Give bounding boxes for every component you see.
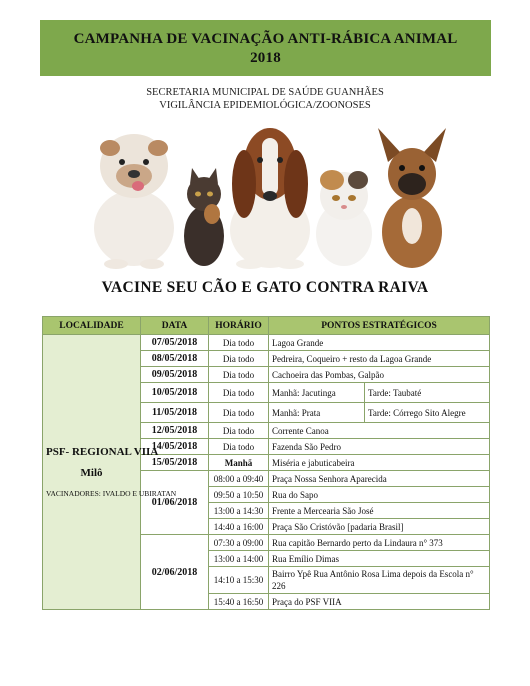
bulldog-figure xyxy=(94,134,174,269)
time-cell: Dia todo xyxy=(209,423,269,439)
org-name: SECRETARIA MUNICIPAL DE SAÚDE GUANHÃES xyxy=(146,87,384,98)
date-cell: 02/06/2018 xyxy=(141,535,209,610)
point-cell: Miséria e jabuticabeira xyxy=(269,455,490,471)
time-cell: 14:40 a 16:00 xyxy=(209,519,269,535)
date-cell: 12/05/2018 xyxy=(141,423,209,439)
point-cell: Fazenda São Pedro xyxy=(269,439,490,455)
vaccination-schedule-table xyxy=(42,316,490,610)
org-department: VIGILÂNCIA EPIDEMIOLÓGICA/ZOONOSES xyxy=(159,100,371,111)
time-cell: Dia todo xyxy=(209,439,269,455)
time-cell: 09:50 a 10:50 xyxy=(209,487,269,503)
point-cell: Praça Nossa Senhora Aparecida xyxy=(269,471,490,487)
date-cell: 09/05/2018 xyxy=(141,367,209,383)
time-cell: 14:10 a 15:30 xyxy=(209,567,269,594)
point-cell: Praça do PSF VIIA xyxy=(269,594,490,610)
time-cell: 13:00 a 14:00 xyxy=(209,551,269,567)
point-cell: Rua do Sapo xyxy=(269,487,490,503)
time-cell: Dia todo xyxy=(209,335,269,351)
persian-cat-figure xyxy=(316,170,372,266)
date-cell: 15/05/2018 xyxy=(141,455,209,471)
locality-city: Milô xyxy=(80,467,103,479)
time-cell: Dia todo xyxy=(209,383,269,403)
point-cell: Cachoeira das Pombas, Galpão xyxy=(269,367,490,383)
locality-vaccinators: VACINADORES: IVALDO E UBIRATAN xyxy=(46,489,177,498)
point-cell: Pedreira, Coqueiro + resto da Lagoa Grande xyxy=(269,351,490,367)
point-cell-afternoon: Tarde: Taubaté xyxy=(365,383,490,403)
date-cell: 14/05/2018 xyxy=(141,439,209,455)
date-cell: 08/05/2018 xyxy=(141,351,209,367)
point-cell: Rua capitão Bernardo perto da Lindaura n° 373 xyxy=(269,535,490,551)
time-cell: Dia todo xyxy=(209,351,269,367)
basset-hound-figure xyxy=(230,128,310,269)
table-header-row xyxy=(43,317,490,335)
kitten-figure xyxy=(184,168,224,266)
point-cell: Lagoa Grande xyxy=(269,335,490,351)
french-bulldog-figure xyxy=(378,128,446,268)
header-time: HORÁRIO xyxy=(209,317,269,335)
point-cell-afternoon: Tarde: Córrego Sito Alegre xyxy=(365,403,490,423)
header-date: DATA xyxy=(141,317,209,335)
table-row xyxy=(43,335,490,351)
point-cell: Bairro Ypê Rua Antônio Rosa Lima depois da Escola n° 226 xyxy=(269,567,490,594)
locality-name: PSF- REGIONAL VIIA xyxy=(46,446,159,458)
time-cell: 08:00 a 09:40 xyxy=(209,471,269,487)
point-cell: Rua Emílio Dimas xyxy=(269,551,490,567)
time-cell: 15:40 a 16:50 xyxy=(209,594,269,610)
time-cell: 07:30 a 09:00 xyxy=(209,535,269,551)
campaign-title-banner xyxy=(40,20,491,76)
point-cell-morning: Manhã: Prata xyxy=(269,403,365,423)
campaign-title: CAMPANHA DE VACINAÇÃO ANTI-RÁBICA ANIMAL xyxy=(73,31,458,47)
date-cell: 01/06/2018 xyxy=(141,471,209,535)
campaign-year: 2018 xyxy=(250,50,281,66)
point-cell: Corrente Canoa xyxy=(269,423,490,439)
point-cell: Praça São Cristóvão [padaria Brasil] xyxy=(269,519,490,535)
time-cell: Dia todo xyxy=(209,403,269,423)
date-cell: 10/05/2018 xyxy=(141,383,209,403)
date-cell: 11/05/2018 xyxy=(141,403,209,423)
date-cell: 07/05/2018 xyxy=(141,335,209,351)
time-cell: Manhã xyxy=(209,455,269,471)
point-cell-morning: Manhã: Jacutinga xyxy=(269,383,365,403)
header-points: PONTOS ESTRATÉGICOS xyxy=(269,317,490,335)
time-cell: 13:00 a 14:30 xyxy=(209,503,269,519)
time-cell: Dia todo xyxy=(209,367,269,383)
campaign-slogan: VACINE SEU CÃO E GATO CONTRA RAIVA xyxy=(101,279,429,296)
point-cell: Frente a Mercearia São José xyxy=(269,503,490,519)
pets-photo xyxy=(82,118,452,270)
header-locality: LOCALIDADE xyxy=(43,317,141,335)
